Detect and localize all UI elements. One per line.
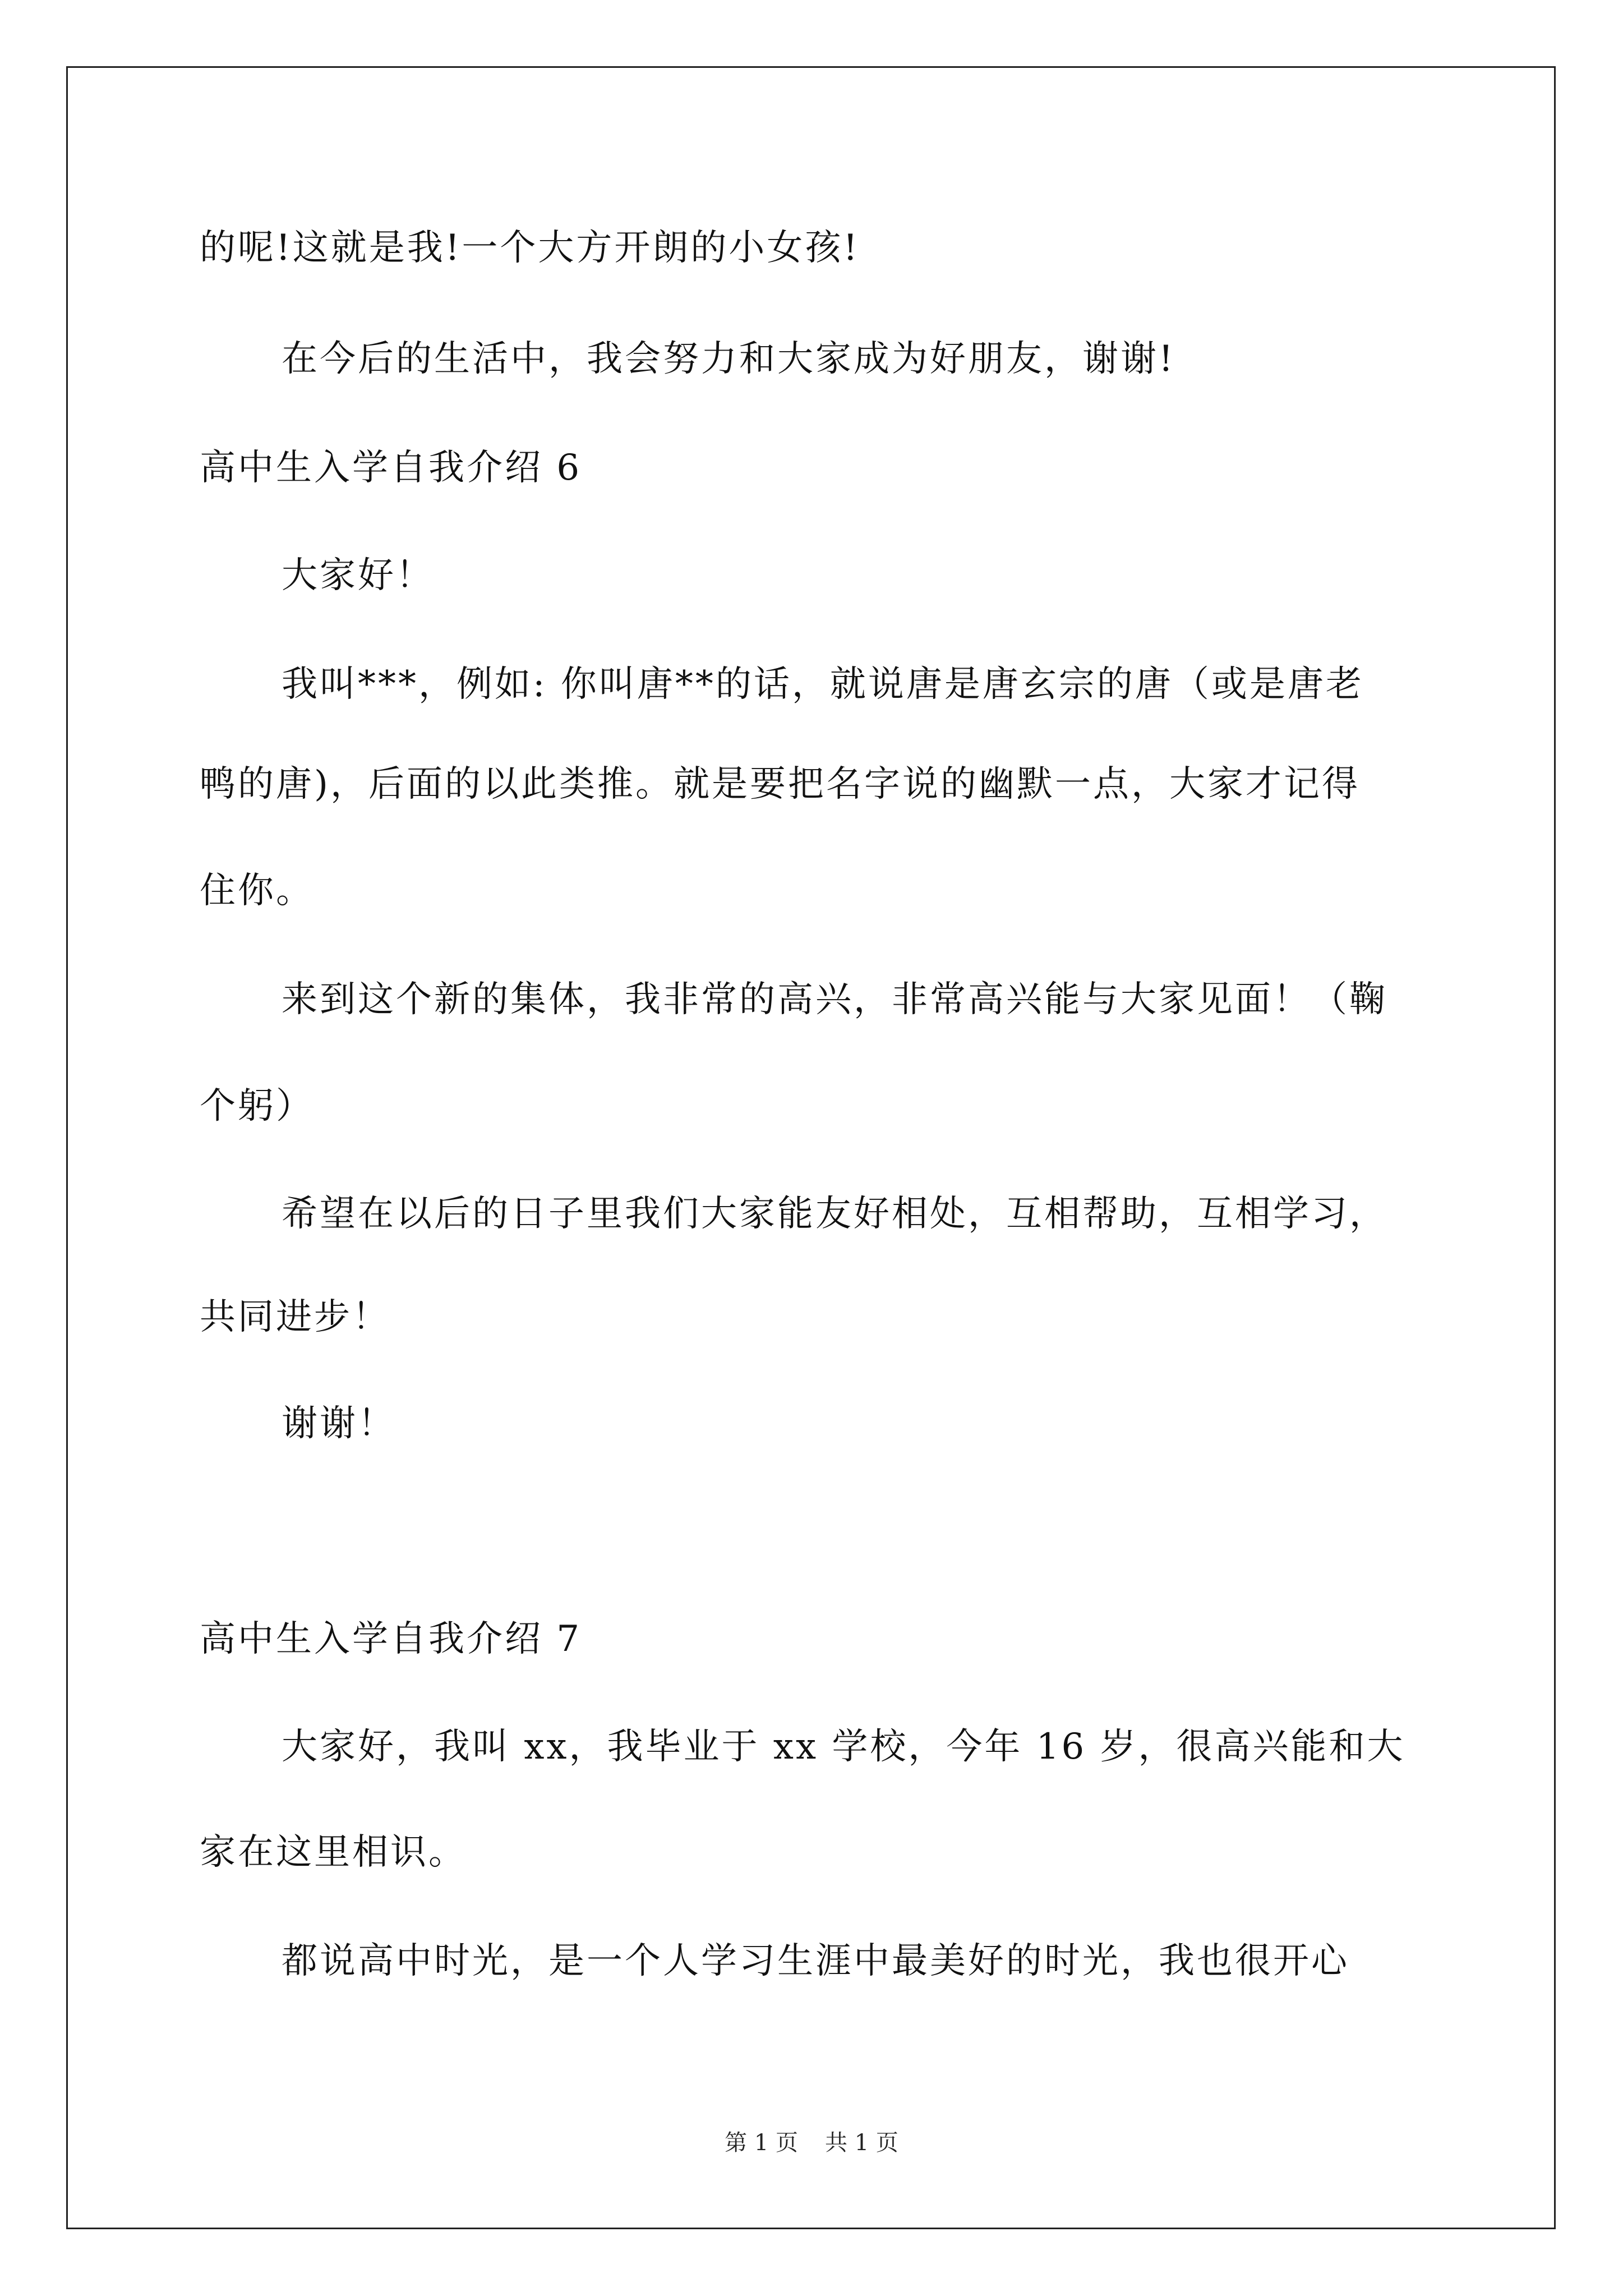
paragraph-line: 个躬） — [200, 1085, 314, 1127]
paragraph-line: 大家好，我叫 xx，我毕业于 xx 学校，今年 16 岁，很高兴能和大 — [282, 1726, 1405, 1768]
page-border — [66, 66, 1556, 2229]
paragraph-line: 家在这里相识。 — [200, 1832, 467, 1873]
paragraph-line: 鸭的唐)，后面的以此类推。就是要把名字说的幽默一点，大家才记得 — [200, 763, 1360, 805]
paragraph-line: 住你。 — [200, 870, 314, 912]
paragraph-line: 的呢!这就是我!一个大方开朗的小女孩! — [200, 227, 860, 269]
paragraph-line: 希望在以后的日子里我们大家能友好相处，互相帮助，互相学习， — [282, 1193, 1387, 1235]
paragraph-line: 在今后的生活中，我会努力和大家成为好朋友，谢谢! — [282, 338, 1175, 380]
paragraph-line: 谢谢！ — [282, 1403, 396, 1444]
page-footer — [0, 2132, 1623, 2154]
page-number-total: 共 1 页 — [825, 2130, 898, 2156]
paragraph-line: 共同进步！ — [200, 1296, 390, 1338]
paragraph-line: 都说高中时光，是一个人学习生涯中最美好的时光，我也很开心 — [282, 1940, 1349, 1982]
page-number-current: 第 1 页 — [725, 2130, 798, 2156]
section-heading: 高中生入学自我介绍 7 — [200, 1618, 582, 1660]
paragraph-line: 我叫***，例如: 你叫唐**的话，就说唐是唐玄宗的唐（或是唐老 — [282, 664, 1364, 705]
section-heading: 高中生入学自我介绍 6 — [200, 447, 582, 489]
paragraph-line: 来到这个新的集体，我非常的高兴，非常高兴能与大家见面！（鞠 — [282, 979, 1387, 1020]
paragraph-line: 大家好！ — [282, 555, 434, 596]
